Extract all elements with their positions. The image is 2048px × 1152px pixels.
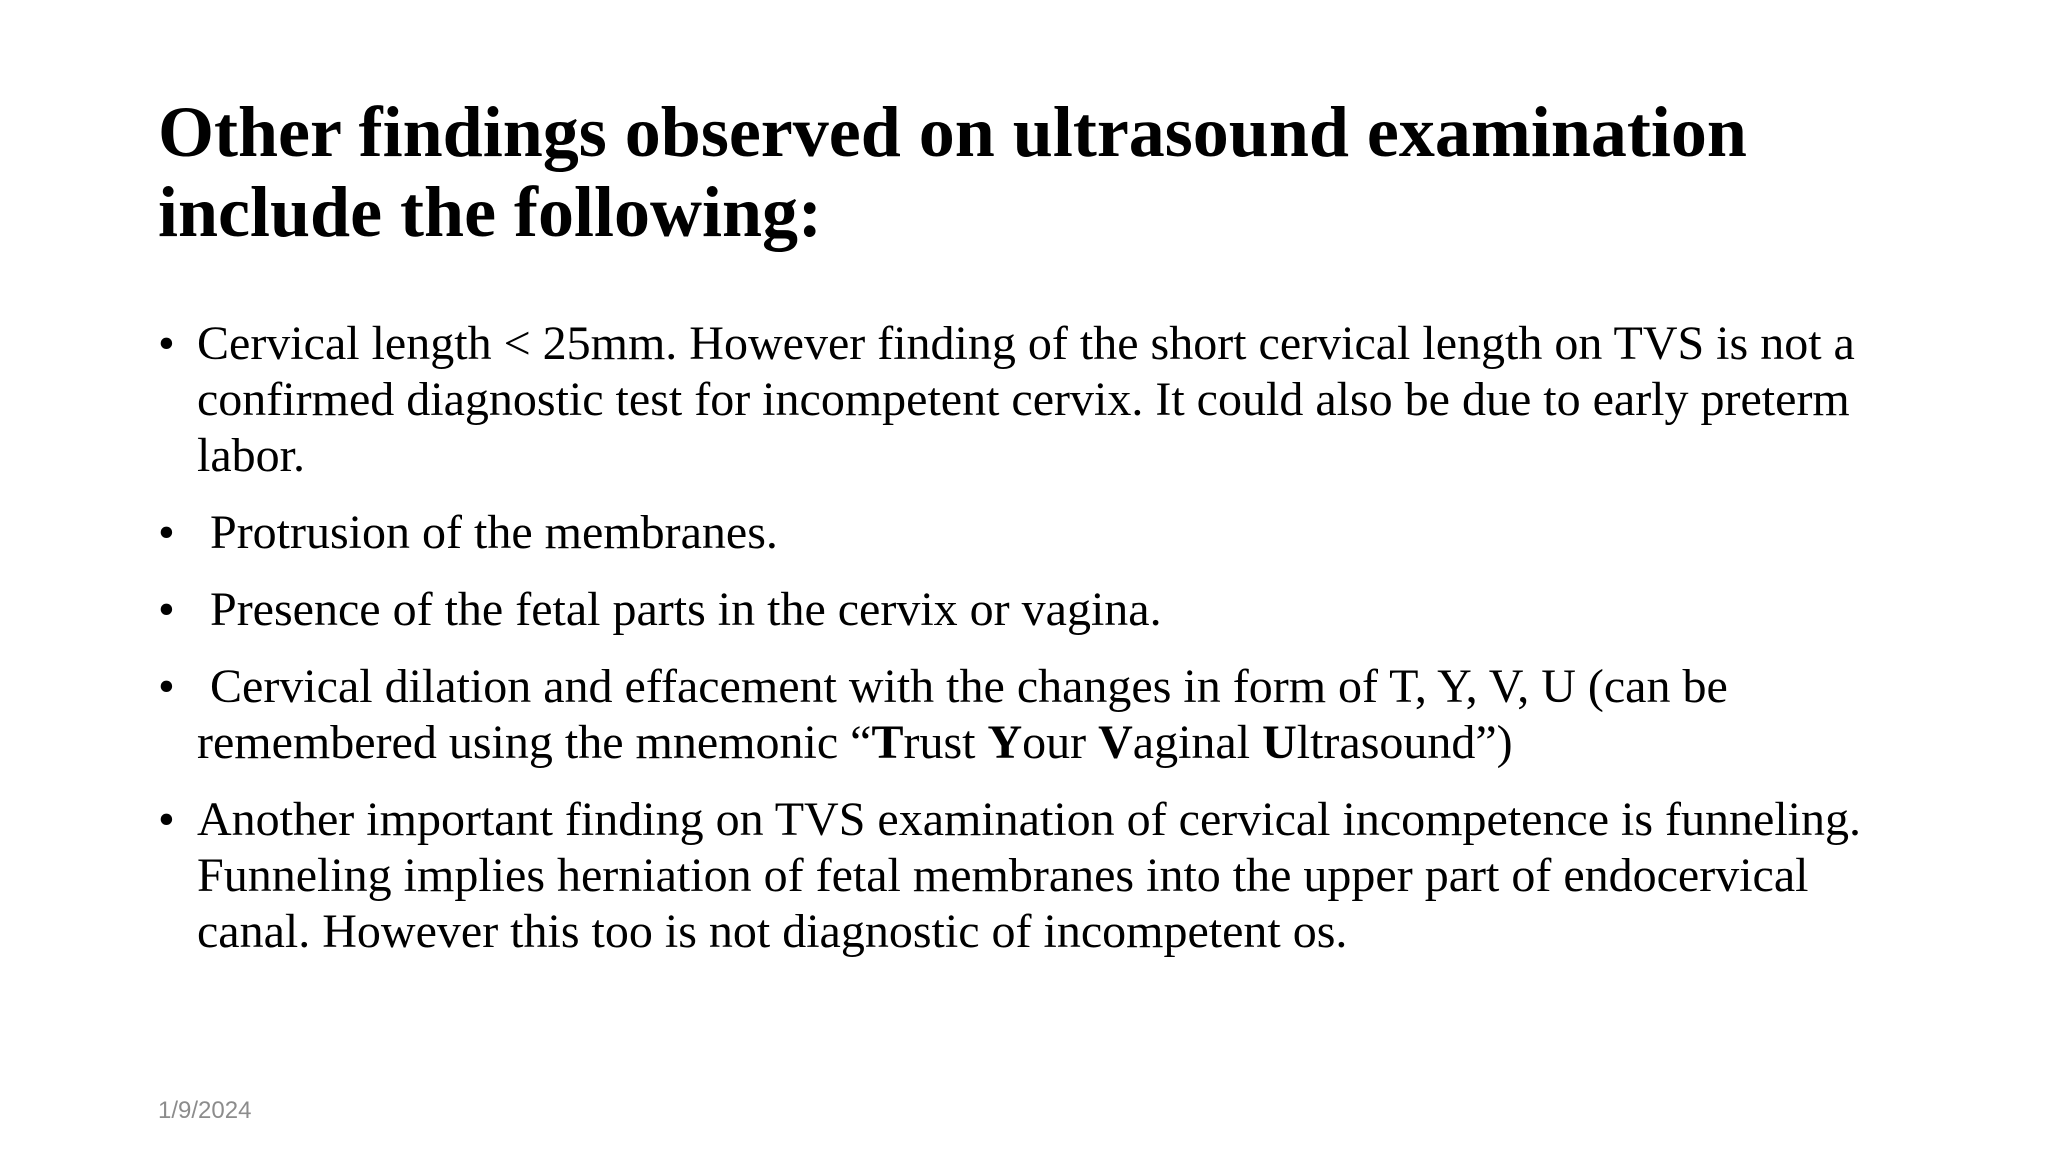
bullet-item-cervical-dilation <box>158 659 1898 771</box>
bullet-text: Cervical length < 25mm. However finding of the short cervical length on TVS is not a confirmed diagnostic test for incompetent cervix. It could also be due to early preterm labor. <box>197 317 1855 482</box>
mnemonic-rest-u: ltrasound <box>1296 716 1476 769</box>
mnemonic-initial-v: V <box>1098 716 1133 769</box>
bullet-item-funneling <box>158 792 1898 960</box>
bullet-text-before: Cervical dilation and effacement with the changes in form of T, Y, V, U (can be remembered using the mnemonic “ <box>197 660 1728 769</box>
bullet-marker: • <box>158 793 175 846</box>
mnemonic-rest-y: our <box>1022 716 1099 769</box>
mnemonic-rest-v: aginal <box>1132 716 1263 769</box>
slide-date: 1/9/2024 <box>158 1097 252 1124</box>
bullet-text: Another important finding on TVS examination of cervical incompetence is funneling. Funneling implies herniation of fetal membranes into the upper part of endocervical canal. However this too is not diagnostic of incompetent os. <box>197 793 1862 958</box>
bullet-text: Presence of the fetal parts in the cervix or vagina. <box>210 583 1162 636</box>
bullet-text-after: ”) <box>1475 716 1513 769</box>
slide-title: Other findings observed on ultrasound examination include the following: <box>158 92 1747 252</box>
bullet-list <box>158 316 1898 981</box>
mnemonic-initial-u: U <box>1262 716 1297 769</box>
mnemonic-rest-t: rust <box>903 716 988 769</box>
bullet-item-cervical-length <box>158 316 1898 484</box>
bullet-marker: • <box>158 583 175 636</box>
bullet-text: Protrusion of the membranes. <box>210 506 778 559</box>
bullet-marker: • <box>158 317 175 370</box>
mnemonic-initial-y: Y <box>987 716 1023 769</box>
bullet-marker: • <box>158 660 175 713</box>
bullet-item-fetal-parts <box>158 582 1898 638</box>
mnemonic-initial-t: T <box>871 716 904 769</box>
bullet-text <box>197 660 1728 769</box>
bullet-marker: • <box>158 506 175 559</box>
bullet-item-protrusion <box>158 505 1898 561</box>
